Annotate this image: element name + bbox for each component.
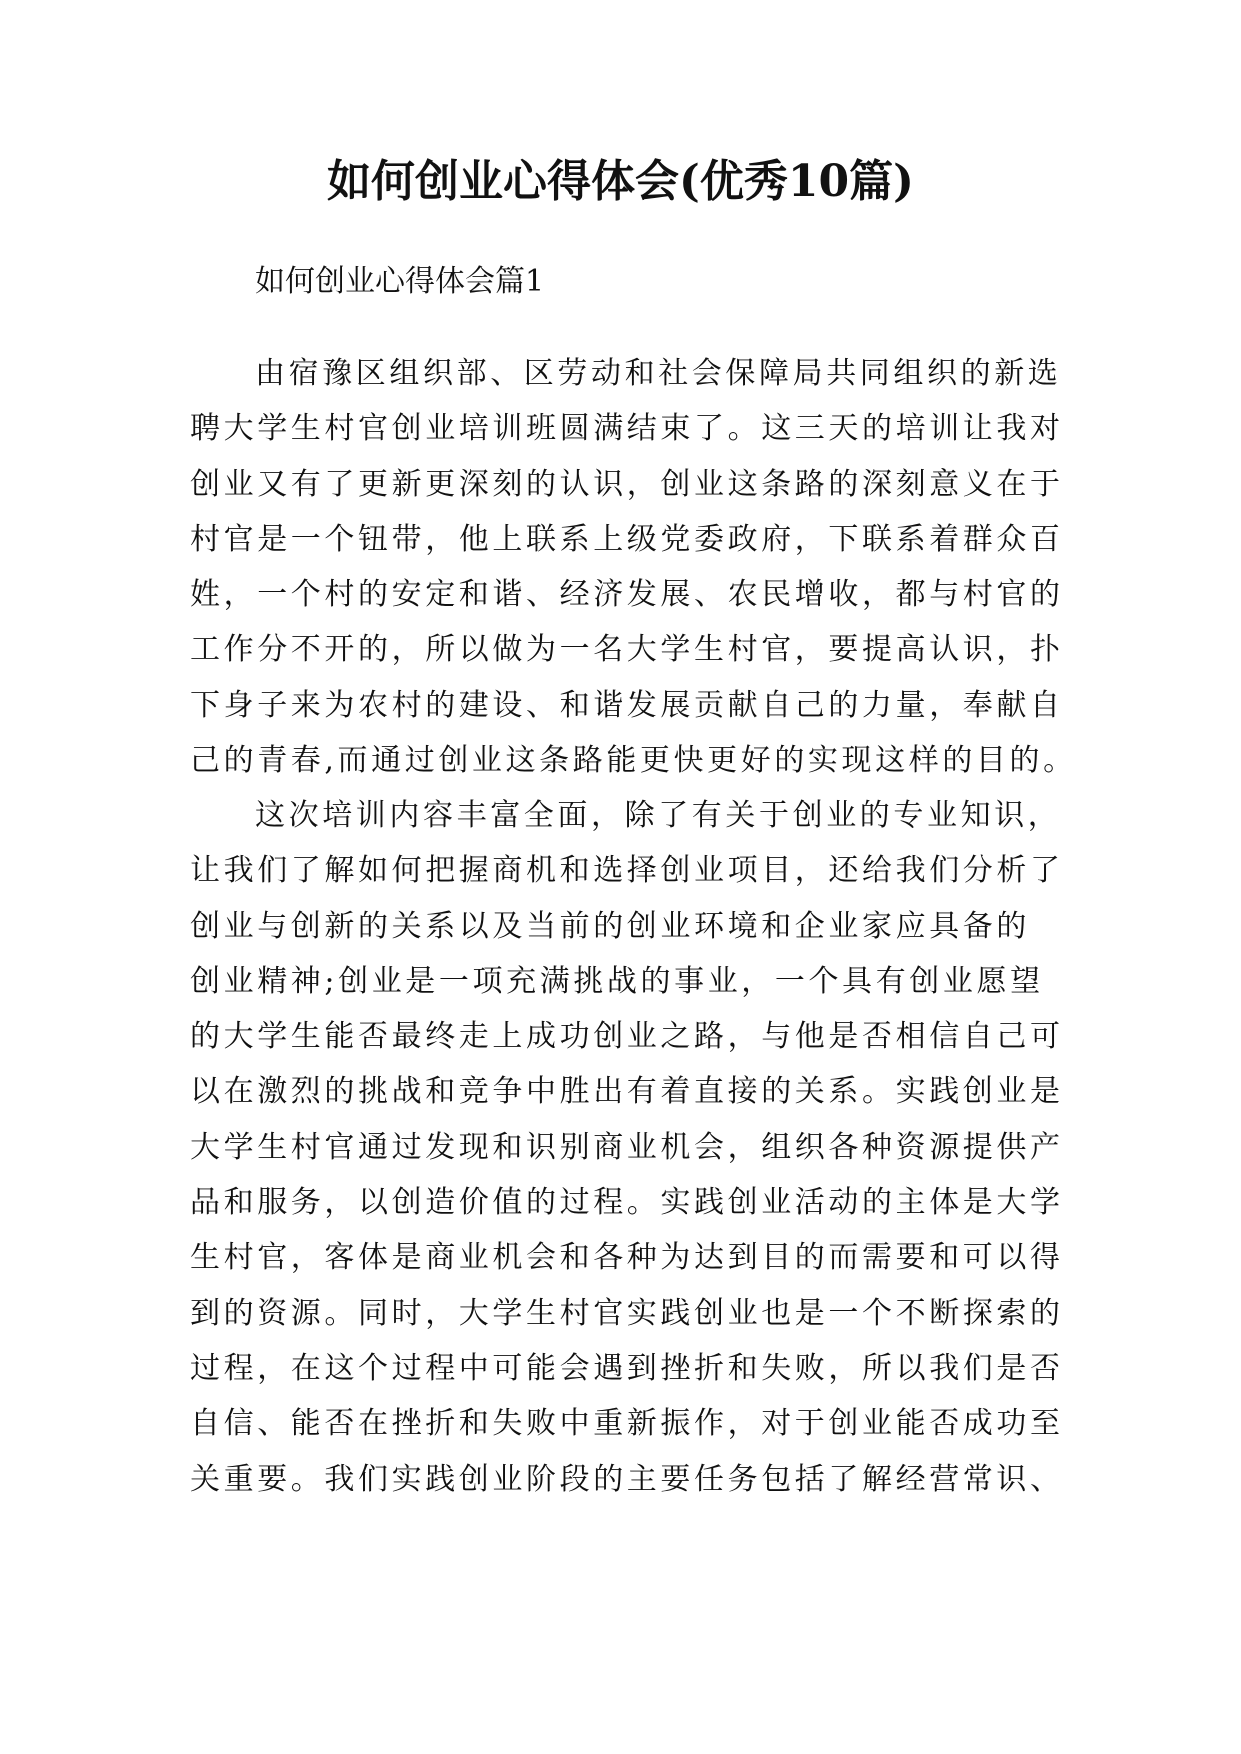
paragraph-line: 创业精神;创业是一项充满挑战的事业，一个具有创业愿望 bbox=[190, 963, 1044, 999]
section-heading: 如何创业心得体会篇1 bbox=[255, 264, 545, 299]
paragraph-2 bbox=[190, 788, 1064, 1507]
paragraph-line: 工作分不开的，所以做为一名大学生村官，要提高认识，扑 bbox=[190, 632, 1064, 668]
paragraph-line: 过程，在这个过程中可能会遇到挫折和失败，所以我们是否 bbox=[190, 1350, 1064, 1386]
document-title: 如何创业心得体会(优秀10篇) bbox=[327, 156, 914, 207]
paragraph-line: 这次培训内容丰富全面，除了有关于创业的专业知识， bbox=[255, 798, 1062, 833]
paragraph-line: 己的青春,而通过创业这条路能更快更好的实现这样的目的。 bbox=[190, 743, 1077, 779]
paragraph-line: 姓，一个村的安定和谐、经济发展、农民增收，都与村官的 bbox=[190, 577, 1064, 613]
paragraph-line: 自信、能否在挫折和失败中重新振作，对于创业能否成功至 bbox=[190, 1406, 1064, 1442]
paragraph-line: 由宿豫区组织部、区劳动和社会保障局共同组织的新选 bbox=[255, 356, 1062, 391]
paragraph-line: 以在激烈的挑战和竞争中胜出有着直接的关系。实践创业是 bbox=[190, 1074, 1064, 1110]
paragraph-line: 生村官，客体是商业机会和各种为达到目的而需要和可以得 bbox=[190, 1240, 1064, 1276]
paragraph-line: 品和服务，以创造价值的过程。实践创业活动的主体是大学 bbox=[190, 1185, 1064, 1221]
paragraph-line: 下身子来为农村的建设、和谐发展贡献自己的力量，奉献自 bbox=[190, 687, 1064, 723]
paragraph-line: 到的资源。同时，大学生村官实践创业也是一个不断探索的 bbox=[190, 1295, 1064, 1331]
paragraph-line: 村官是一个钮带，他上联系上级党委政府，下联系着群众百 bbox=[190, 521, 1064, 557]
paragraph-line: 让我们了解如何把握商机和选择创业项目，还给我们分析了 bbox=[190, 853, 1064, 889]
paragraph-line: 大学生村官通过发现和识别商业机会，组织各种资源提供产 bbox=[190, 1129, 1064, 1165]
paragraph-line: 创业与创新的关系以及当前的创业环境和企业家应具备的 bbox=[190, 908, 1030, 944]
paragraph-line: 创业又有了更新更深刻的认识，创业这条路的深刻意义在于 bbox=[190, 466, 1064, 502]
paragraph-line: 聘大学生村官创业培训班圆满结束了。这三天的培训让我对 bbox=[190, 411, 1064, 447]
paragraph-line: 的大学生能否最终走上成功创业之路，与他是否相信自己可 bbox=[190, 1019, 1064, 1055]
paragraph-1 bbox=[190, 346, 1077, 788]
paragraph-line: 关重要。我们实践创业阶段的主要任务包括了解经营常识、 bbox=[190, 1461, 1064, 1497]
